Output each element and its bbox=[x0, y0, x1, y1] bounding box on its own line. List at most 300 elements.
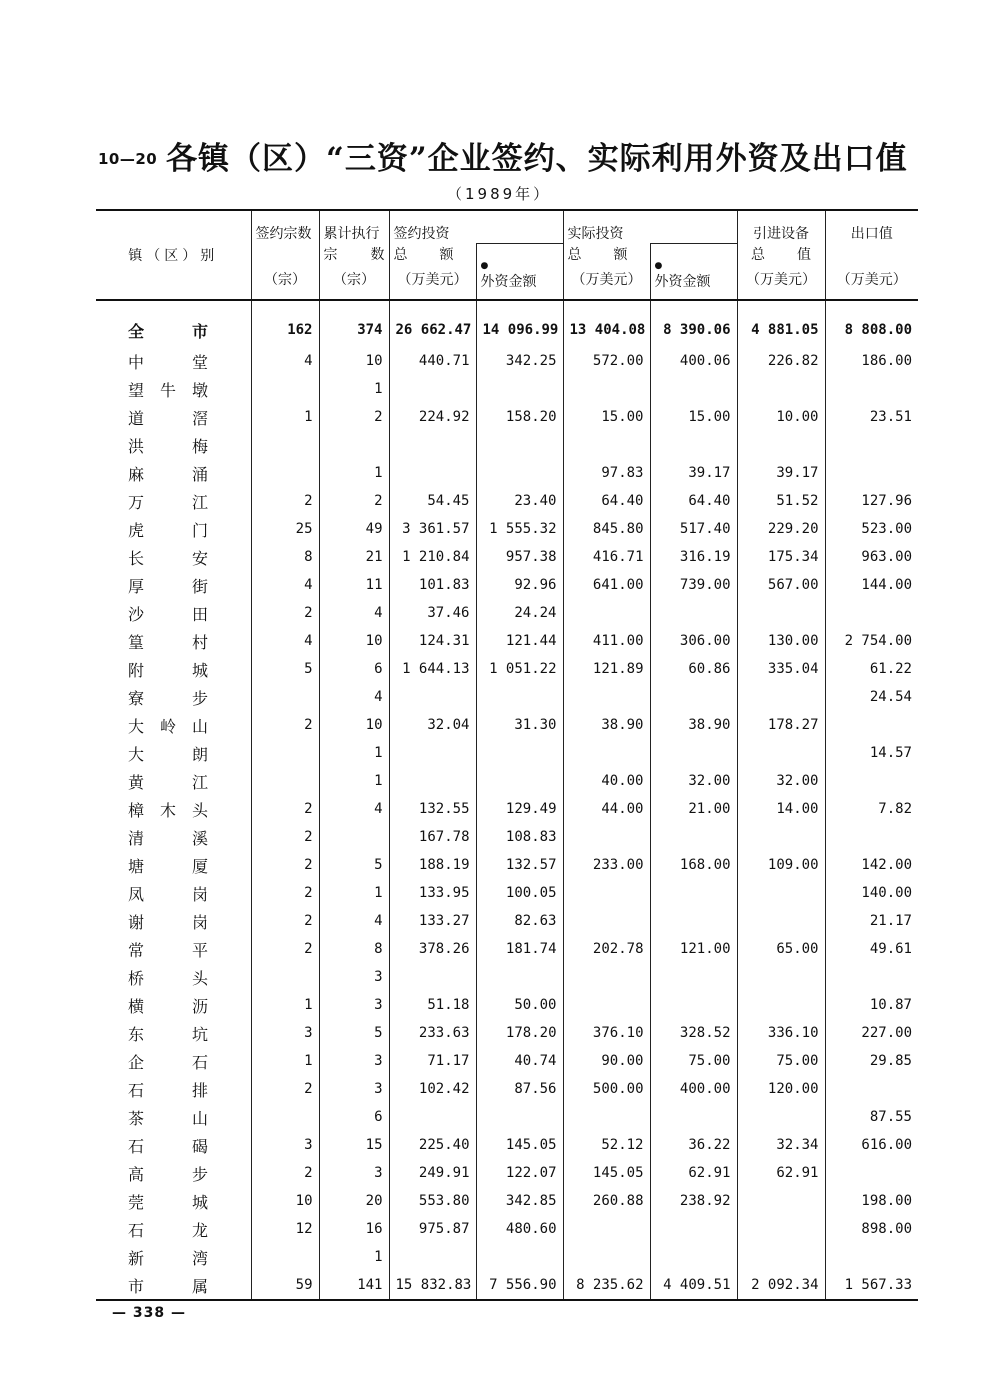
cell-contracts: 1 bbox=[251, 403, 319, 431]
cell-signed-total: 132.55 bbox=[389, 795, 476, 823]
cell-cumulative: 4 bbox=[319, 795, 389, 823]
header-cumulative-a: 宗 bbox=[323, 246, 338, 263]
cell-signed-total: 1 210.84 bbox=[389, 543, 476, 571]
region-name bbox=[96, 1215, 251, 1243]
region-name bbox=[96, 823, 251, 851]
cell-cumulative: 10 bbox=[319, 711, 389, 739]
cell-equipment bbox=[737, 1103, 825, 1131]
cell-cumulative: 5 bbox=[319, 1019, 389, 1047]
region-name-char bbox=[160, 518, 176, 541]
table-row bbox=[96, 1075, 918, 1103]
region-name-chars bbox=[128, 658, 208, 681]
region-name-char: 新 bbox=[128, 1248, 145, 1268]
region-name-char: 全 bbox=[128, 321, 145, 341]
region-name-chars bbox=[128, 854, 208, 877]
cell-signed-total bbox=[389, 1243, 476, 1271]
cell-signed-total: 37.46 bbox=[389, 599, 476, 627]
region-name-char: 碣 bbox=[191, 1136, 208, 1156]
header-region: 镇（区）别 bbox=[96, 210, 251, 300]
cell-export: 140.00 bbox=[825, 879, 918, 907]
region-name bbox=[96, 767, 251, 795]
cell-export bbox=[825, 599, 918, 627]
region-name bbox=[96, 1159, 251, 1187]
cell-actual-foreign bbox=[650, 907, 737, 935]
cell-cumulative: 1 bbox=[319, 767, 389, 795]
table-row bbox=[96, 599, 918, 627]
region-name-char: 中 bbox=[128, 352, 145, 372]
cell-signed-total: 225.40 bbox=[389, 1131, 476, 1159]
region-name-char: 墩 bbox=[191, 380, 208, 400]
region-name-chars bbox=[128, 1246, 208, 1269]
cell-contracts bbox=[251, 1243, 319, 1271]
cell-contracts: 2 bbox=[251, 795, 319, 823]
cell-actual-foreign: 238.92 bbox=[650, 1187, 737, 1215]
cell-actual-foreign: 39.17 bbox=[650, 459, 737, 487]
region-name-char: 石 bbox=[191, 1052, 208, 1072]
region-name-char: 企 bbox=[128, 1052, 145, 1072]
cell-actual-total bbox=[563, 431, 650, 459]
region-name-char: 凤 bbox=[128, 884, 145, 904]
region-name-char: 附 bbox=[128, 660, 145, 680]
table-row bbox=[96, 991, 918, 1019]
cell-cumulative: 21 bbox=[319, 543, 389, 571]
cell-cumulative: 4 bbox=[319, 683, 389, 711]
cell-signed-foreign: 31.30 bbox=[476, 711, 563, 739]
region-name-char: 莞 bbox=[128, 1192, 145, 1212]
cell-actual-total bbox=[563, 1103, 650, 1131]
cell-equipment: 32.00 bbox=[737, 767, 825, 795]
cell-actual-total: 500.00 bbox=[563, 1075, 650, 1103]
cell-export bbox=[825, 1243, 918, 1271]
cell-cumulative: 16 bbox=[319, 1215, 389, 1243]
region-name-char: 东 bbox=[128, 1024, 145, 1044]
region-name-char bbox=[160, 686, 176, 709]
cell-cumulative bbox=[319, 823, 389, 851]
cell-signed-foreign: 122.07 bbox=[476, 1159, 563, 1187]
cell-actual-total bbox=[563, 739, 650, 767]
table-row bbox=[96, 347, 918, 375]
header-export-unit: （万美元） bbox=[825, 269, 918, 300]
region-name-char: 平 bbox=[191, 940, 208, 960]
region-name-chars bbox=[128, 1078, 208, 1101]
table-row bbox=[96, 851, 918, 879]
region-name bbox=[96, 739, 251, 767]
region-name-char: 田 bbox=[191, 604, 208, 624]
cell-contracts: 2 bbox=[251, 823, 319, 851]
cell-cumulative: 15 bbox=[319, 1131, 389, 1159]
header-signed-foreign bbox=[476, 244, 563, 301]
region-name-char bbox=[160, 1078, 176, 1101]
table-row bbox=[96, 795, 918, 823]
cell-equipment bbox=[737, 991, 825, 1019]
region-name bbox=[96, 935, 251, 963]
region-name-char: 湾 bbox=[191, 1248, 208, 1268]
region-name-chars bbox=[128, 602, 208, 625]
table-header bbox=[96, 210, 918, 300]
region-name-char: 属 bbox=[191, 1276, 208, 1296]
cell-signed-total: 224.92 bbox=[389, 403, 476, 431]
cell-signed-foreign bbox=[476, 1103, 563, 1131]
header-actual-foreign-label: 外资金额 bbox=[654, 274, 711, 290]
cell-cumulative: 3 bbox=[319, 1047, 389, 1075]
cell-cumulative: 5 bbox=[319, 851, 389, 879]
region-name-char bbox=[160, 546, 176, 569]
cell-signed-foreign: 957.38 bbox=[476, 543, 563, 571]
region-name-chars bbox=[128, 686, 208, 709]
cell-actual-foreign: 15.00 bbox=[650, 403, 737, 431]
cell-cumulative: 10 bbox=[319, 347, 389, 375]
region-name-char bbox=[160, 910, 176, 933]
region-name-char bbox=[160, 490, 176, 513]
cell-contracts: 2 bbox=[251, 599, 319, 627]
cell-actual-foreign: 8 390.06 bbox=[650, 300, 737, 347]
header-signed-total-b: 额 bbox=[439, 246, 454, 263]
cell-signed-foreign: 480.60 bbox=[476, 1215, 563, 1243]
cell-contracts: 3 bbox=[251, 1131, 319, 1159]
cell-signed-total bbox=[389, 375, 476, 403]
header-cumulative-sub bbox=[319, 244, 389, 270]
cell-equipment: 14.00 bbox=[737, 795, 825, 823]
region-name-char: 樟 bbox=[128, 800, 145, 820]
region-name-char: 石 bbox=[128, 1136, 145, 1156]
cell-export: 87.55 bbox=[825, 1103, 918, 1131]
region-name-char: 常 bbox=[128, 940, 145, 960]
region-name bbox=[96, 655, 251, 683]
cell-signed-foreign: 342.85 bbox=[476, 1187, 563, 1215]
cell-cumulative: 1 bbox=[319, 459, 389, 487]
region-name-chars bbox=[128, 742, 208, 765]
cell-equipment: 39.17 bbox=[737, 459, 825, 487]
cell-equipment: 62.91 bbox=[737, 1159, 825, 1187]
cell-export: 227.00 bbox=[825, 1019, 918, 1047]
region-name bbox=[96, 1271, 251, 1300]
cell-signed-foreign: 100.05 bbox=[476, 879, 563, 907]
region-name-char bbox=[160, 994, 176, 1017]
cell-contracts: 5 bbox=[251, 655, 319, 683]
region-name-char bbox=[160, 350, 176, 373]
cell-cumulative: 4 bbox=[319, 907, 389, 935]
cell-signed-total: 233.63 bbox=[389, 1019, 476, 1047]
cell-actual-foreign: 4 409.51 bbox=[650, 1271, 737, 1300]
header-actual-foreign bbox=[650, 244, 737, 301]
region-name-chars bbox=[128, 406, 208, 429]
cell-actual-total: 64.40 bbox=[563, 487, 650, 515]
star-marker: ● bbox=[654, 261, 663, 271]
cell-signed-foreign: 129.49 bbox=[476, 795, 563, 823]
table-row bbox=[96, 1159, 918, 1187]
cell-equipment bbox=[737, 907, 825, 935]
region-name bbox=[96, 431, 251, 459]
region-name-char: 谢 bbox=[128, 912, 145, 932]
region-name bbox=[96, 375, 251, 403]
cell-contracts bbox=[251, 739, 319, 767]
region-name-char: 街 bbox=[191, 576, 208, 596]
cell-contracts: 2 bbox=[251, 487, 319, 515]
cell-export: 61.22 bbox=[825, 655, 918, 683]
cell-equipment: 175.34 bbox=[737, 543, 825, 571]
region-name-chars bbox=[128, 882, 208, 905]
region-name-char: 高 bbox=[128, 1164, 145, 1184]
region-name-chars bbox=[128, 378, 208, 401]
cell-signed-total: 1 644.13 bbox=[389, 655, 476, 683]
cell-actual-total bbox=[563, 823, 650, 851]
region-name-char: 寮 bbox=[128, 688, 145, 708]
region-name-char: 江 bbox=[191, 772, 208, 792]
cell-signed-foreign: 82.63 bbox=[476, 907, 563, 935]
header-signed-total bbox=[389, 244, 476, 270]
cell-signed-foreign: 181.74 bbox=[476, 935, 563, 963]
cell-export: 8 808.00 bbox=[825, 300, 918, 347]
cell-export bbox=[825, 963, 918, 991]
cell-actual-total: 40.00 bbox=[563, 767, 650, 795]
cell-contracts: 2 bbox=[251, 1075, 319, 1103]
region-name bbox=[96, 907, 251, 935]
table-row bbox=[96, 403, 918, 431]
cell-actual-total: 233.00 bbox=[563, 851, 650, 879]
region-name bbox=[96, 683, 251, 711]
header-actual-investment: 实际投资 bbox=[563, 210, 737, 244]
cell-actual-foreign: 328.52 bbox=[650, 1019, 737, 1047]
cell-equipment: 130.00 bbox=[737, 627, 825, 655]
cell-actual-total: 641.00 bbox=[563, 571, 650, 599]
cell-actual-total: 121.89 bbox=[563, 655, 650, 683]
cell-equipment: 229.20 bbox=[737, 515, 825, 543]
cell-export: 29.85 bbox=[825, 1047, 918, 1075]
cell-cumulative: 1 bbox=[319, 1243, 389, 1271]
cell-contracts: 25 bbox=[251, 515, 319, 543]
region-name-chars bbox=[128, 1050, 208, 1073]
cell-equipment: 4 881.05 bbox=[737, 300, 825, 347]
region-name-char: 虎 bbox=[128, 520, 145, 540]
region-name-char: 滘 bbox=[191, 408, 208, 428]
region-name-chars bbox=[128, 319, 208, 342]
region-name-char: 城 bbox=[191, 660, 208, 680]
table-row bbox=[96, 375, 918, 403]
header-equipment-total-b: 值 bbox=[797, 246, 811, 263]
cell-signed-total bbox=[389, 459, 476, 487]
table-row bbox=[96, 487, 918, 515]
star-marker: ● bbox=[480, 261, 489, 271]
cell-signed-total: 440.71 bbox=[389, 347, 476, 375]
header-export: 出口值 bbox=[825, 210, 918, 244]
header-contracts: 签约宗数 bbox=[251, 210, 319, 244]
cell-cumulative: 6 bbox=[319, 1103, 389, 1131]
cell-contracts bbox=[251, 963, 319, 991]
year-label: （1989年） bbox=[447, 185, 552, 203]
cell-actual-foreign bbox=[650, 991, 737, 1019]
region-name-char: 厦 bbox=[191, 856, 208, 876]
region-name bbox=[96, 300, 251, 347]
header-signed-total-a: 总 bbox=[393, 246, 408, 263]
region-name bbox=[96, 851, 251, 879]
cell-contracts bbox=[251, 1103, 319, 1131]
region-name-chars bbox=[128, 938, 208, 961]
table-row bbox=[96, 907, 918, 935]
table-row bbox=[96, 1271, 918, 1300]
header-signed-total-unit: （万美元） bbox=[389, 269, 476, 300]
region-name-char: 朗 bbox=[191, 744, 208, 764]
region-name-char bbox=[160, 602, 176, 625]
cell-signed-total bbox=[389, 739, 476, 767]
region-name bbox=[96, 347, 251, 375]
cell-equipment: 10.00 bbox=[737, 403, 825, 431]
region-name-char bbox=[160, 1190, 176, 1213]
region-name-chars bbox=[128, 770, 208, 793]
cell-actual-foreign bbox=[650, 375, 737, 403]
header-signed-foreign-label: 外资金额 bbox=[480, 274, 537, 290]
region-name-chars bbox=[128, 462, 208, 485]
cell-actual-foreign bbox=[650, 823, 737, 851]
region-name-char bbox=[160, 658, 176, 681]
region-name-char: 头 bbox=[191, 968, 208, 988]
cell-signed-foreign: 87.56 bbox=[476, 1075, 563, 1103]
region-name-char bbox=[160, 462, 176, 485]
cell-signed-foreign: 178.20 bbox=[476, 1019, 563, 1047]
cell-export: 23.51 bbox=[825, 403, 918, 431]
cell-export: 142.00 bbox=[825, 851, 918, 879]
region-name-char: 黄 bbox=[128, 772, 145, 792]
cell-actual-total bbox=[563, 599, 650, 627]
cell-contracts: 2 bbox=[251, 851, 319, 879]
region-name-char: 石 bbox=[128, 1080, 145, 1100]
region-name bbox=[96, 515, 251, 543]
table-row bbox=[96, 627, 918, 655]
region-name-char: 步 bbox=[191, 1164, 208, 1184]
cell-signed-foreign bbox=[476, 1243, 563, 1271]
header-actual-total-unit: （万美元） bbox=[563, 269, 650, 300]
cell-cumulative: 374 bbox=[319, 300, 389, 347]
cell-actual-total bbox=[563, 879, 650, 907]
header-cumulative-b: 数 bbox=[370, 246, 385, 263]
cell-contracts: 4 bbox=[251, 571, 319, 599]
region-name-char: 城 bbox=[191, 1192, 208, 1212]
region-name-chars bbox=[128, 1162, 208, 1185]
region-name bbox=[96, 963, 251, 991]
cell-signed-total bbox=[389, 431, 476, 459]
cell-contracts: 59 bbox=[251, 1271, 319, 1300]
region-name-char: 排 bbox=[191, 1080, 208, 1100]
cell-signed-foreign: 1 555.32 bbox=[476, 515, 563, 543]
region-name bbox=[96, 1103, 251, 1131]
cell-actual-total: 376.10 bbox=[563, 1019, 650, 1047]
cell-signed-total: 249.91 bbox=[389, 1159, 476, 1187]
region-name-char: 大 bbox=[128, 716, 145, 736]
cell-signed-foreign: 23.40 bbox=[476, 487, 563, 515]
table-title bbox=[98, 133, 908, 183]
cell-actual-foreign bbox=[650, 431, 737, 459]
region-name-chars bbox=[128, 350, 208, 373]
cell-actual-foreign: 64.40 bbox=[650, 487, 737, 515]
cell-equipment: 32.34 bbox=[737, 1131, 825, 1159]
header-contracts-unit: （宗） bbox=[251, 269, 319, 300]
region-name-chars bbox=[128, 574, 208, 597]
cell-equipment bbox=[737, 1215, 825, 1243]
cell-equipment bbox=[737, 963, 825, 991]
cell-contracts: 2 bbox=[251, 711, 319, 739]
cell-actual-total: 52.12 bbox=[563, 1131, 650, 1159]
cell-signed-foreign: 50.00 bbox=[476, 991, 563, 1019]
cell-signed-total: 54.45 bbox=[389, 487, 476, 515]
cell-equipment: 335.04 bbox=[737, 655, 825, 683]
cell-export bbox=[825, 1159, 918, 1187]
cell-signed-total: 133.27 bbox=[389, 907, 476, 935]
cell-signed-total: 3 361.57 bbox=[389, 515, 476, 543]
cell-signed-foreign: 108.83 bbox=[476, 823, 563, 851]
region-name bbox=[96, 459, 251, 487]
cell-export: 898.00 bbox=[825, 1215, 918, 1243]
cell-signed-foreign: 40.74 bbox=[476, 1047, 563, 1075]
cell-signed-foreign bbox=[476, 431, 563, 459]
cell-cumulative: 1 bbox=[319, 879, 389, 907]
cell-actual-foreign bbox=[650, 1243, 737, 1271]
region-name-char: 龙 bbox=[191, 1220, 208, 1240]
region-name-chars bbox=[128, 518, 208, 541]
region-name-char: 厚 bbox=[128, 576, 145, 596]
cell-cumulative: 20 bbox=[319, 1187, 389, 1215]
cell-contracts: 10 bbox=[251, 1187, 319, 1215]
cell-export: 1 567.33 bbox=[825, 1271, 918, 1300]
cell-actual-foreign: 316.19 bbox=[650, 543, 737, 571]
region-name-char: 万 bbox=[128, 492, 145, 512]
cell-actual-total: 97.83 bbox=[563, 459, 650, 487]
region-name-char: 沙 bbox=[128, 604, 145, 624]
cell-cumulative: 1 bbox=[319, 739, 389, 767]
header-cumulative: 累计执行 bbox=[319, 210, 389, 244]
region-name-chars bbox=[128, 434, 208, 457]
cell-contracts bbox=[251, 431, 319, 459]
cell-contracts: 8 bbox=[251, 543, 319, 571]
cell-signed-foreign bbox=[476, 459, 563, 487]
cell-actual-foreign: 517.40 bbox=[650, 515, 737, 543]
region-name-chars bbox=[128, 1022, 208, 1045]
cell-signed-total: 15 832.83 bbox=[389, 1271, 476, 1300]
cell-contracts bbox=[251, 683, 319, 711]
region-name-chars bbox=[128, 966, 208, 989]
region-name-char: 道 bbox=[128, 408, 145, 428]
cell-actual-foreign bbox=[650, 963, 737, 991]
cell-cumulative: 141 bbox=[319, 1271, 389, 1300]
cell-actual-total: 572.00 bbox=[563, 347, 650, 375]
cell-signed-total: 71.17 bbox=[389, 1047, 476, 1075]
region-name-char bbox=[160, 1106, 176, 1129]
cell-signed-total: 51.18 bbox=[389, 991, 476, 1019]
cell-actual-total: 416.71 bbox=[563, 543, 650, 571]
cell-signed-total: 133.95 bbox=[389, 879, 476, 907]
region-name bbox=[96, 1187, 251, 1215]
cell-export bbox=[825, 431, 918, 459]
cell-actual-foreign: 38.90 bbox=[650, 711, 737, 739]
region-name-char: 大 bbox=[128, 744, 145, 764]
cell-equipment bbox=[737, 823, 825, 851]
cell-contracts: 4 bbox=[251, 627, 319, 655]
region-name-chars bbox=[128, 1134, 208, 1157]
cell-equipment: 75.00 bbox=[737, 1047, 825, 1075]
cell-equipment: 120.00 bbox=[737, 1075, 825, 1103]
cell-actual-total: 44.00 bbox=[563, 795, 650, 823]
cell-signed-foreign bbox=[476, 963, 563, 991]
cell-actual-total: 15.00 bbox=[563, 403, 650, 431]
cell-actual-foreign: 739.00 bbox=[650, 571, 737, 599]
region-name-char bbox=[160, 1022, 176, 1045]
region-name-char bbox=[160, 1218, 176, 1241]
table-title-text: 各镇（区）“三资”企业签约、实际利用外资及出口值 bbox=[166, 141, 908, 177]
cell-signed-total: 124.31 bbox=[389, 627, 476, 655]
cell-export: 186.00 bbox=[825, 347, 918, 375]
cell-signed-total bbox=[389, 767, 476, 795]
region-name bbox=[96, 403, 251, 431]
table-row bbox=[96, 879, 918, 907]
cell-actual-foreign: 168.00 bbox=[650, 851, 737, 879]
